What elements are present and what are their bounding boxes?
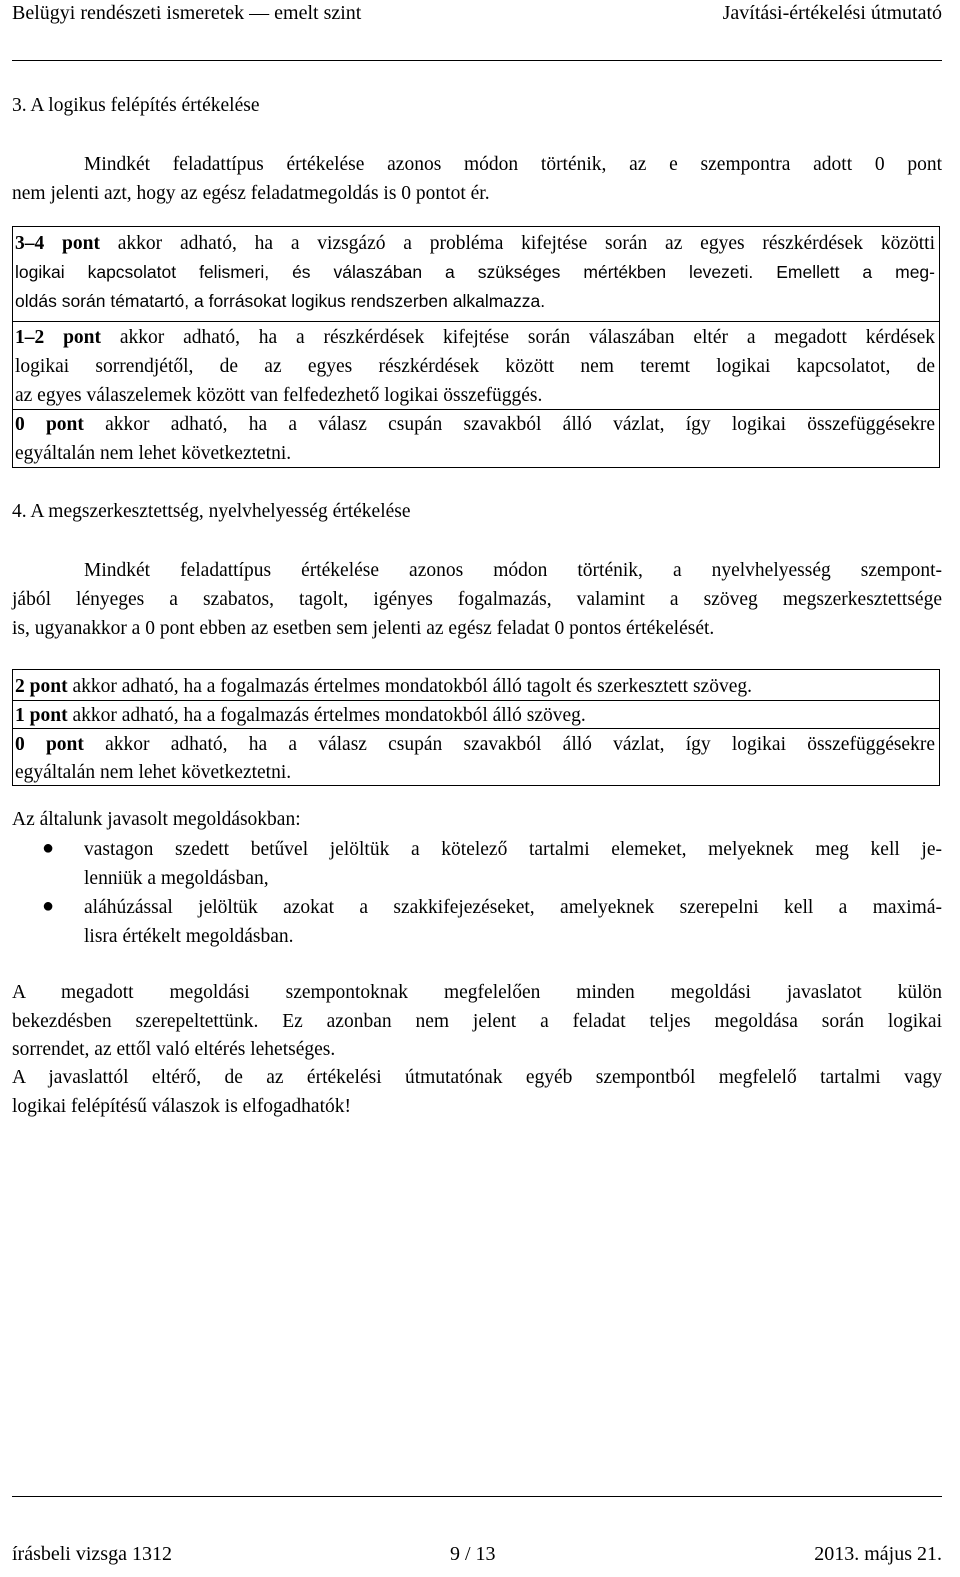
s4-sep2: [13, 728, 939, 729]
s4-rubric2-points: 1 pont: [15, 705, 68, 726]
footer-left: írásbeli vizsga 1312: [12, 1543, 172, 1565]
section4-title: 4. A megszerkesztettség, nyelvhelyesség értékelése: [12, 501, 411, 522]
s3-rubric1-points: 3–4 pont: [15, 233, 100, 254]
s3-rubric2-line3: az egyes válaszelemek között van felfedezhető logikai összefüggés.: [15, 385, 543, 406]
bullet-dot-1: ●: [42, 837, 55, 859]
notes-title: Az általunk javasolt megoldásokban:: [12, 809, 301, 830]
footer-page-number: 9 / 13: [450, 1543, 496, 1565]
s4-rubric1-text1: akkor adható, ha a fogalmazás értelmes mondatokból álló tagolt és szerkesztett szöveg.: [67, 676, 752, 697]
para1-line2: bekezdésben szerepeltettünk. Ez azonban nem jelent a feladat teljes megoldása során logikai: [12, 1011, 942, 1032]
s4-rubric3-points: 0 pont: [15, 734, 84, 755]
s4-rubric3-line1: [15, 730, 935, 759]
s4-rubric3-text1: akkor adható, ha a válasz csupán szavakból álló vázlat, így logikai összefüggésekre: [83, 734, 935, 755]
page-footer: [12, 1496, 942, 1577]
section3-intro-line2: nem jelenti azt, hogy az egész feladatmegoldás is 0 pontot ér.: [12, 183, 490, 204]
section3-title: 3. A logikus felépítés értékelése: [12, 95, 260, 116]
footer-right: 2013. május 21.: [814, 1543, 942, 1565]
bullet2-line1: aláhúzással jelöltük azokat a szakkifejezéseket, amelyeknek szerepelni kell a maximá-: [84, 897, 942, 918]
s3-rubric1-text1: akkor adható, ha a vizsgázó a probléma kifejtése során az egyes részkérdések közötti: [99, 233, 936, 254]
s4-rubric2-text1: akkor adható, ha a fogalmazás értelmes mondatokból álló szöveg.: [67, 705, 586, 726]
para1-line3: sorrendet, az ettől való eltérés lehetséges.: [12, 1039, 336, 1060]
page-header: [12, 0, 942, 61]
section3-rubric-box: [12, 226, 940, 468]
s4-rubric1-points: 2 pont: [15, 676, 68, 697]
s3-rubric2-text1: akkor adható, ha a részkérdések kifejtése során válaszában eltér a megadott kérdések: [101, 327, 936, 348]
s3-rubric2-line2: logikai sorrendjétől, de az egyes részkérdések között nem teremt logikai kapcsolatot, de: [15, 356, 935, 377]
para1-line1: A megadott megoldási szempontoknak megfelelően minden megoldási javaslatot külön: [12, 982, 942, 1003]
para2-line1: A javaslattól eltérő, de az értékelési útmutatónak egyéb szempontból megfelelő tartalmi vagy: [12, 1067, 942, 1088]
section4-rubric-box: [12, 669, 940, 786]
s3-rubric3-line2: egyáltalán nem lehet következtetni.: [15, 443, 292, 464]
s4-rubric3-line2: egyáltalán nem lehet következtetni.: [15, 762, 292, 783]
s3-rubric3-text1: akkor adható, ha a válasz csupán szavakból álló vázlat, így logikai összefüggésekre: [83, 414, 935, 435]
s4-rubric1-line1: [15, 672, 935, 701]
header-right: Javítási-értékelési útmutató: [722, 2, 942, 24]
bullet-dot-2: ●: [42, 895, 55, 917]
bullet1-line2: lenniük a megoldásban,: [84, 868, 269, 889]
para2-line2: logikai felépítésű válaszok is elfogadhatók!: [12, 1096, 351, 1117]
bullet2-line2: lisra értékelt megoldásban.: [84, 926, 294, 947]
section4-intro-line3: is, ugyanakkor a 0 pont ebben az esetben sem jelenti az egész feladat 0 pontos értékelését.: [12, 618, 715, 639]
s3-sep1: [13, 321, 939, 322]
s3-rubric1-line1: [15, 229, 935, 258]
s4-rubric2-line1: [15, 701, 935, 730]
section4-intro-line2: jából lényeges a szabatos, tagolt, igényes fogalmazás, valamint a szöveg megszerkesztettsége: [12, 589, 942, 610]
s3-rubric3-line1: [15, 410, 935, 439]
section4-intro-line1: Mindkét feladattípus értékelése azonos módon történik, a nyelvhelyesség szempont-: [84, 560, 942, 581]
bullet1-line1: vastagon szedett betűvel jelöltük a kötelező tartalmi elemeket, melyeknek meg kell je-: [84, 839, 942, 860]
s3-rubric2-line1: [15, 323, 935, 352]
s3-rubric3-points: 0 pont: [15, 414, 84, 435]
s3-rubric1-line3: oldás során tématartó, a forrásokat logikus rendszerben alkalmazza.: [15, 291, 546, 311]
header-left: Belügyi rendészeti ismeretek — emelt szint: [12, 2, 362, 24]
s3-rubric2-points: 1–2 pont: [15, 327, 102, 348]
s3-rubric1-line2: logikai kapcsolatot felismeri, és válaszában a szükséges mértékben levezeti. Emellett a meg-: [15, 262, 935, 282]
section3-intro-line1: Mindkét feladattípus értékelése azonos módon történik, az e szempontra adott 0 pont: [84, 154, 942, 175]
